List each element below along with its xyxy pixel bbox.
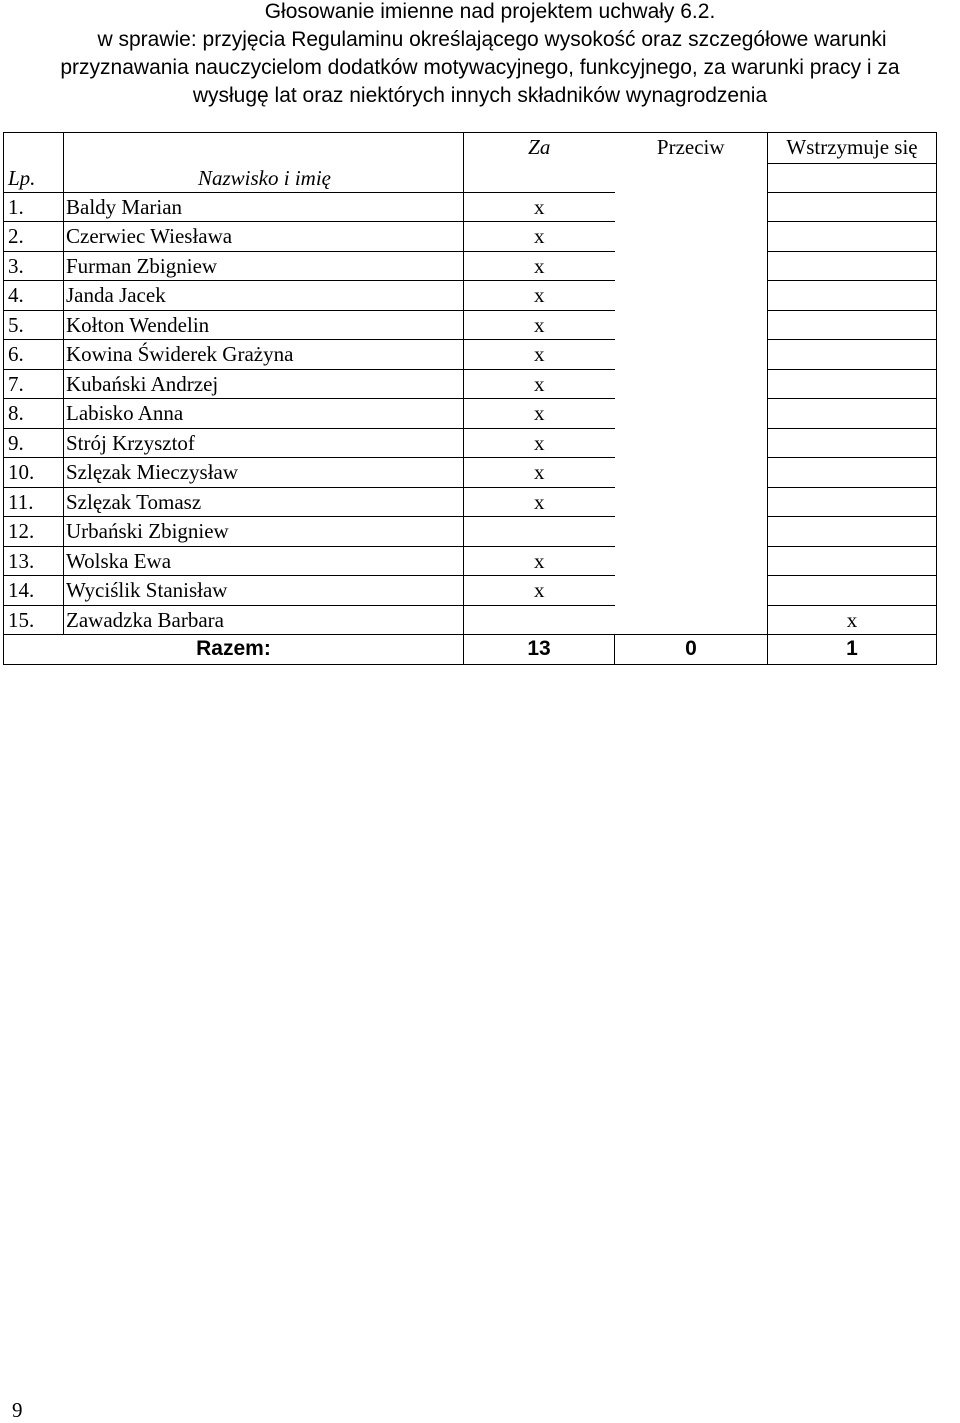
vote-za-cell: x <box>464 340 615 370</box>
vote-wstrzymuje-cell <box>768 546 937 576</box>
vote-wstrzymuje-cell <box>768 281 937 311</box>
vote-za-cell: x <box>464 310 615 340</box>
vote-wstrzymuje-cell <box>768 251 937 281</box>
vote-za-cell: x <box>464 281 615 311</box>
vote-table <box>3 132 937 665</box>
member-name: Kowina Świderek Grażyna <box>64 340 464 370</box>
vote-za-cell: x <box>464 546 615 576</box>
row-number: 2. <box>4 222 64 252</box>
vote-za-cell: x <box>464 192 615 222</box>
vote-przeciw-cell <box>615 222 768 252</box>
total-przeciw: 0 <box>615 635 768 665</box>
vote-przeciw-cell <box>615 399 768 429</box>
table-row <box>4 546 937 576</box>
vote-przeciw-cell <box>615 369 768 399</box>
table-row <box>4 281 937 311</box>
table-row <box>4 428 937 458</box>
subtitle-line: przyznawania nauczycielom dodatków motywacyjnego, funkcyjnego, za warunki pracy i za <box>60 56 900 79</box>
table-row <box>4 458 937 488</box>
vote-za-cell <box>464 605 615 635</box>
row-number: 8. <box>4 399 64 429</box>
table-row <box>4 399 937 429</box>
table-row <box>4 517 937 547</box>
row-number: 4. <box>4 281 64 311</box>
table-row <box>4 310 937 340</box>
member-name: Kubański Andrzej <box>64 369 464 399</box>
header-lp: Lp. <box>4 164 64 193</box>
member-name: Wyciślik Stanisław <box>64 576 464 606</box>
member-name: Szlęzak Mieczysław <box>64 458 464 488</box>
vote-za-cell: x <box>464 487 615 517</box>
vote-przeciw-cell <box>615 340 768 370</box>
row-number: 7. <box>4 369 64 399</box>
vote-wstrzymuje-cell <box>768 428 937 458</box>
total-wstrzymuje: 1 <box>768 635 937 665</box>
row-number: 13. <box>4 546 64 576</box>
member-name: Kołton Wendelin <box>64 310 464 340</box>
row-number: 1. <box>4 192 64 222</box>
vote-przeciw-cell <box>615 546 768 576</box>
row-number: 5. <box>4 310 64 340</box>
table-row <box>4 192 937 222</box>
subtitle-line: w sprawie: przyjęcia Regulaminu określającego wysokość oraz szczegółowe warunki <box>97 28 887 51</box>
totals-label: Razem: <box>4 635 464 665</box>
header-przeciw: Przeciw <box>615 133 768 164</box>
member-name: Strój Krzysztof <box>64 428 464 458</box>
header-wstrzymuje: Wstrzymuje się <box>768 133 937 164</box>
row-number: 15. <box>4 605 64 635</box>
member-name: Urbański Zbigniew <box>64 517 464 547</box>
vote-przeciw-cell <box>615 428 768 458</box>
vote-przeciw-cell <box>615 576 768 606</box>
vote-przeciw-cell <box>615 310 768 340</box>
vote-za-cell: x <box>464 458 615 488</box>
vote-wstrzymuje-cell <box>768 369 937 399</box>
row-number: 11. <box>4 487 64 517</box>
document-title: Głosowanie imienne nad projektem uchwały 6.2. <box>264 0 716 23</box>
header-za: Za <box>464 133 615 164</box>
member-name: Furman Zbigniew <box>64 251 464 281</box>
page-number: 9 <box>12 1398 23 1422</box>
vote-przeciw-cell <box>615 192 768 222</box>
table-row <box>4 222 937 252</box>
row-number: 9. <box>4 428 64 458</box>
vote-wstrzymuje-cell <box>768 192 937 222</box>
vote-przeciw-cell <box>615 487 768 517</box>
table-row <box>4 251 937 281</box>
table-header-row <box>4 133 937 164</box>
subtitle-line: wysługę lat oraz niektórych innych składników wynagrodzenia <box>192 84 768 107</box>
vote-wstrzymuje-cell <box>768 517 937 547</box>
vote-przeciw-cell <box>615 605 768 635</box>
vote-przeciw-cell <box>615 517 768 547</box>
total-za: 13 <box>464 635 615 665</box>
totals-row <box>4 635 937 665</box>
vote-wstrzymuje-cell <box>768 340 937 370</box>
vote-za-cell: x <box>464 399 615 429</box>
row-number: 14. <box>4 576 64 606</box>
row-number: 12. <box>4 517 64 547</box>
vote-za-cell: x <box>464 576 615 606</box>
member-name: Janda Jacek <box>64 281 464 311</box>
vote-wstrzymuje-cell <box>768 487 937 517</box>
vote-przeciw-cell <box>615 251 768 281</box>
member-name: Czerwiec Wiesława <box>64 222 464 252</box>
vote-za-cell: x <box>464 428 615 458</box>
vote-wstrzymuje-cell <box>768 458 937 488</box>
member-name: Zawadzka Barbara <box>64 605 464 635</box>
vote-wstrzymuje-cell <box>768 310 937 340</box>
vote-wstrzymuje-cell <box>768 399 937 429</box>
member-name: Labisko Anna <box>64 399 464 429</box>
table-row <box>4 487 937 517</box>
vote-za-cell: x <box>464 369 615 399</box>
row-number: 3. <box>4 251 64 281</box>
vote-za-cell <box>464 517 615 547</box>
table-row <box>4 576 937 606</box>
vote-za-cell: x <box>464 222 615 252</box>
table-row <box>4 369 937 399</box>
table-row <box>4 605 937 635</box>
vote-wstrzymuje-cell <box>768 222 937 252</box>
table-row <box>4 340 937 370</box>
member-name: Wolska Ewa <box>64 546 464 576</box>
header-name: Nazwisko i imię <box>64 164 464 193</box>
vote-wstrzymuje-cell <box>768 576 937 606</box>
vote-przeciw-cell <box>615 281 768 311</box>
vote-wstrzymuje-cell: x <box>768 605 937 635</box>
vote-przeciw-cell <box>615 458 768 488</box>
resolution-subject <box>0 26 960 110</box>
vote-za-cell: x <box>464 251 615 281</box>
row-number: 6. <box>4 340 64 370</box>
member-name: Baldy Marian <box>64 192 464 222</box>
row-number: 10. <box>4 458 64 488</box>
table-header-row <box>4 164 937 193</box>
member-name: Szlęzak Tomasz <box>64 487 464 517</box>
